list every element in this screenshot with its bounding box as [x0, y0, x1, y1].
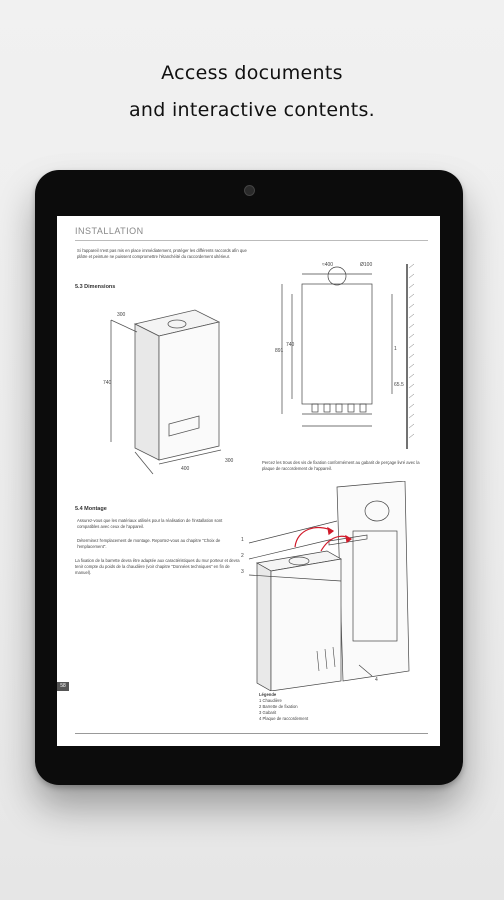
dim-label-b: 65.5: [394, 382, 404, 388]
document-page[interactable]: [57, 216, 440, 746]
headline-line-1: Access documents: [161, 62, 343, 84]
callout-4: 4: [375, 677, 378, 683]
legend-item-3: 3 Gabarit: [259, 710, 277, 715]
montage-paragraph: La fixation de la barrette devra être adaptée aux caractéristiques du mur porteur et devra tenir compte du poids de la chaudière (voir chapitre "Données techniques" en fin de manuel).: [75, 558, 240, 575]
camera-icon: [244, 185, 255, 196]
dim-label-height: 740: [103, 380, 112, 386]
front-elevation-drawing: [262, 254, 432, 454]
section-montage-title: 5.4 Montage: [75, 506, 107, 512]
legend-item-1: 1 Chaudière: [259, 698, 282, 703]
legend-item-4: 4 Plaque de raccordement: [259, 716, 309, 721]
boiler-isometric-figure: [97, 302, 247, 482]
legend-item-2: 2 Barrette de fixation: [259, 704, 298, 709]
callout-3: 3: [241, 569, 244, 575]
montage-bullet-1: Assurez-vous que les matériaux utilisés pour la réalisation de l'installation sont compatibles avec ceux de l'appareil.: [77, 518, 223, 529]
legend-title: Légende: [259, 692, 277, 697]
page-number-badge: 58: [57, 682, 69, 691]
footer-divider: [75, 733, 428, 734]
dim-label-width: 400: [181, 466, 190, 472]
montage-bullet-2: Déterminez l'emplacement de montage. Reportez-vous au chapitre "Choix de l'emplacement".: [77, 538, 221, 549]
callout-1: 1: [241, 537, 244, 543]
mounting-exploded-figure: [237, 481, 437, 691]
dim-label-flue: Ø100: [360, 262, 373, 268]
dim-label-depth: 300: [225, 458, 234, 464]
doc-header: INSTALLATION: [75, 226, 144, 236]
intro-note: Si l'appareil n'est pas mis en place immédiatement, protéger les différents raccords afin que plâtre et peinture ne puissent compromettre l'étanchéité du raccordement ultérieur.: [77, 248, 247, 259]
fixing-note: Percez les trous des vis de fixation conformément au gabarit de perçage livré avec la plaque de raccordement de l'appareil.: [262, 460, 420, 471]
dim-label-overall-height: 891: [275, 348, 284, 354]
section-dimensions-title: 5.3 Dimensions: [75, 284, 116, 290]
dim-label-top-width: ≈400: [322, 262, 334, 268]
dim-label-a: 1: [394, 346, 397, 352]
callout-2: 2: [241, 553, 244, 559]
headline-line-2: and interactive contents.: [128, 99, 376, 121]
dim-label-depth-top: 300: [117, 312, 126, 318]
tablet-device: [35, 170, 463, 785]
header-divider: [75, 240, 428, 241]
dim-label-front-height: 740: [286, 342, 295, 348]
